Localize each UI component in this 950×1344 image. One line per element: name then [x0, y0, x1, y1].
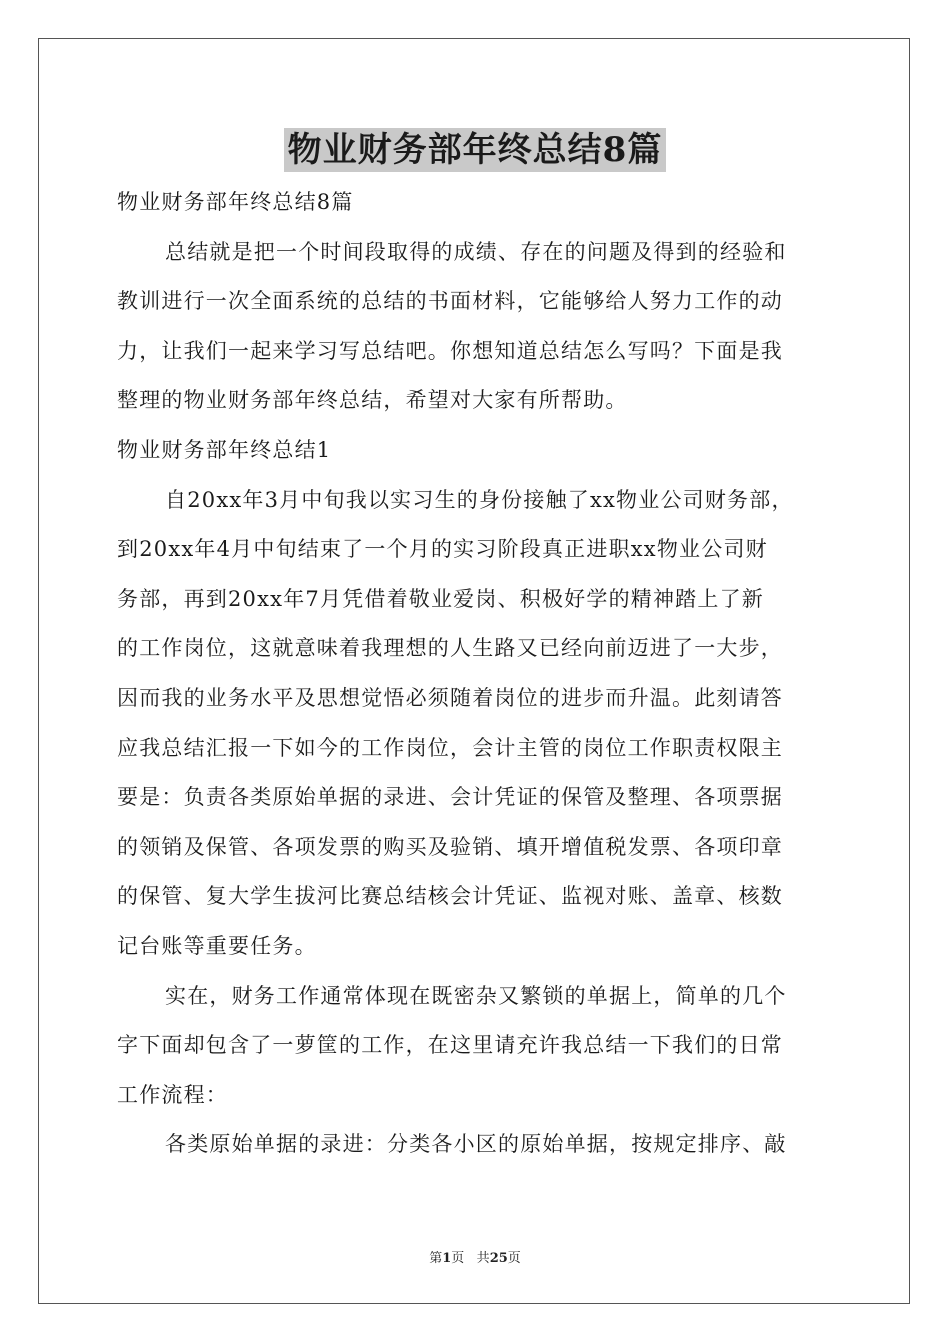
text-line: 应我总结汇报一下如今的工作岗位，会计主管的岗位工作职责权限主 — [117, 735, 783, 760]
total-prefix: 共 — [476, 1251, 490, 1266]
total-suffix: 页 — [507, 1251, 521, 1266]
text-line: 工作流程： — [117, 1082, 228, 1107]
page-suffix: 页 — [451, 1251, 465, 1266]
page-prefix: 第 — [429, 1251, 443, 1266]
text-line: 总结就是把一个时间段取得的成绩、存在的问题及得到的经验和 — [165, 239, 787, 264]
text-line: 务部，再到20xx年7月凭借着敬业爱岗、积极好学的精神踏上了新 — [117, 586, 764, 611]
text-line: 字下面却包含了一萝筐的工作，在这里请充许我总结一下我们的日常 — [117, 1033, 783, 1058]
text-line: 的保管、复大学生拔河比赛总结核会计凭证、监视对账、盖章、核数 — [117, 884, 783, 909]
page-footer — [0, 1247, 950, 1266]
document-body — [117, 178, 837, 1170]
page-number: 1 — [442, 1251, 452, 1266]
text-line: 整理的物业财务部年终总结，希望对大家有所帮助。 — [117, 388, 628, 413]
text-line: 记台账等重要任务。 — [117, 933, 317, 958]
text-line: 要是：负责各类原始单据的录进、会计凭证的保管及整理、各项票据 — [117, 785, 783, 810]
text-line: 的工作岗位，这就意味着我理想的人生路又已经向前迈进了一大步， — [117, 636, 783, 661]
text-line: 自20xx年3月中旬我以实习生的身份接触了xx物业公司财务部， — [165, 487, 794, 512]
text-line: 的领销及保管、各项发票的购买及验销、填开增值税发票、各项印章 — [117, 834, 783, 859]
text-line: 到20xx年4月中旬结束了一个月的实习阶段真正进职xx物业公司财 — [117, 537, 768, 562]
title-wrap — [0, 128, 950, 172]
text-line: 实在，财务工作通常体现在既密杂又繁锁的单据上，简单的几个 — [165, 983, 787, 1008]
text-line: 教训进行一次全面系统的总结的书面材料，它能够给人努力工作的动 — [117, 289, 783, 314]
text-line: 物业财务部年终总结8篇 — [117, 190, 354, 214]
text-line: 物业财务部年终总结1 — [117, 437, 332, 462]
total-pages: 25 — [489, 1251, 508, 1266]
text-line: 因而我的业务水平及思想觉悟必须随着岗位的进步而升温。此刻请答 — [117, 685, 783, 710]
text-line: 力，让我们一起来学习写总结吧。你想知道总结怎么写吗？下面是我 — [117, 338, 783, 363]
text-line: 各类原始单据的录进：分类各小区的原始单据，按规定排序、敲 — [165, 1132, 787, 1157]
document-title: 物业财务部年终总结8篇 — [284, 128, 667, 172]
